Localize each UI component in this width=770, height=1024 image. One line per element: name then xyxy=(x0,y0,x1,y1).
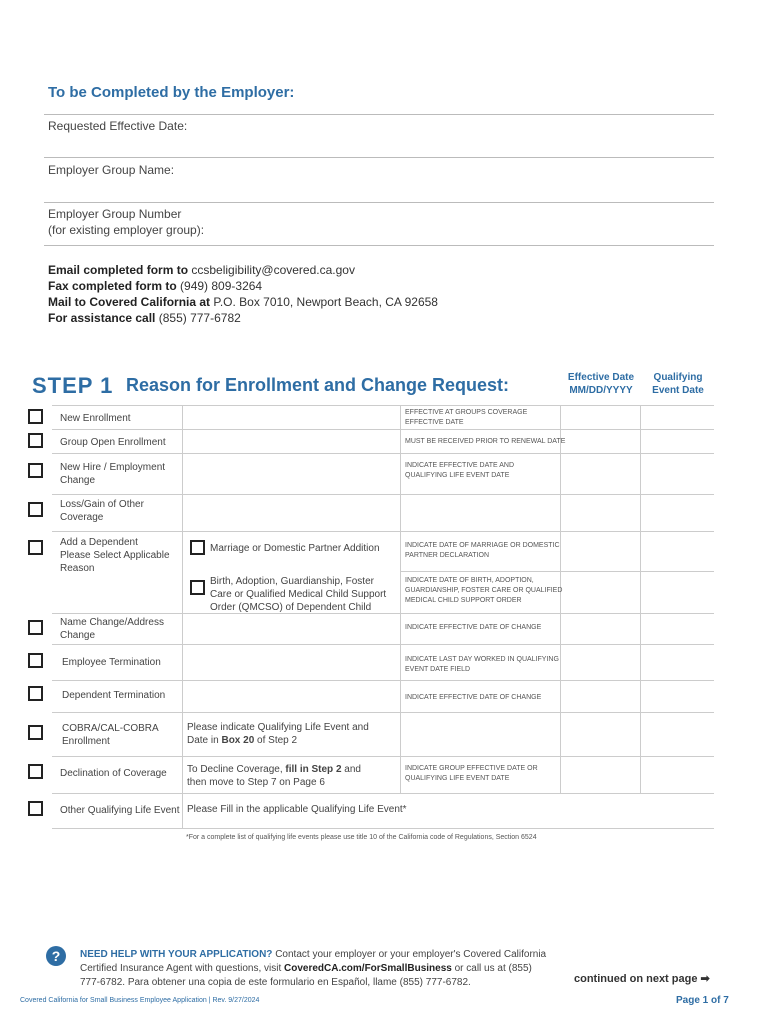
label-line: Add a Dependent xyxy=(60,537,138,548)
label-line: Birth, Adoption, Guardianship, Foster xyxy=(210,576,374,587)
assist-value: (855) 777-6782 xyxy=(158,311,241,325)
note-line: QUALIFYING LIFE EVENT DATE xyxy=(405,775,510,782)
footnote: *For a complete list of qualifying life events please use title 10 of the California code of Regulations, Section 6524 xyxy=(186,834,537,841)
loss-gain-coverage-checkbox[interactable] xyxy=(28,502,43,517)
grid-line xyxy=(52,680,714,681)
employer-section-title: To be Completed by the Employer: xyxy=(48,84,295,101)
label-line: Order (QMCSO) of Dependent Child xyxy=(210,602,372,613)
declination-label: Declination of Coverage xyxy=(60,768,167,779)
label-line: Enrollment xyxy=(62,736,110,747)
label-line: Please Select Applicable xyxy=(60,550,170,561)
grid-line xyxy=(52,405,714,406)
help-text xyxy=(80,948,550,990)
declination-instructions xyxy=(187,763,361,789)
note-line: EFFECTIVE DATE xyxy=(405,419,464,426)
new-hire-checkbox[interactable] xyxy=(28,463,43,478)
group-name-label: Employer Group Name: xyxy=(48,163,175,177)
birth-adoption-note xyxy=(405,576,562,606)
instr-text: Date in xyxy=(187,735,222,746)
assist-label: For assistance call xyxy=(48,311,156,325)
new-enrollment-note xyxy=(405,408,527,428)
dependent-termination-label: Dependent Termination xyxy=(62,690,166,701)
note-line: PARTNER DECLARATION xyxy=(405,552,490,559)
group-open-enrollment-label: Group Open Enrollment xyxy=(60,437,166,448)
label-line: New Hire / Employment xyxy=(60,462,166,473)
help-icon: ? xyxy=(46,946,66,966)
help-body: Contact your employer or your employer's Covered California Certified Insurance Agent with questions, visit xyxy=(80,949,547,974)
add-dependent-checkbox[interactable] xyxy=(28,540,43,555)
instr-line: Please indicate Qualifying Life Event and xyxy=(187,722,369,733)
label-line: Loss/Gain of Other xyxy=(60,499,144,510)
fax-label: Fax completed form to xyxy=(48,279,177,293)
note-line: INDICATE GROUP EFFECTIVE DATE OR xyxy=(405,765,538,772)
instr-bold: fill in Step 2 xyxy=(285,764,342,775)
grid-line xyxy=(400,571,714,572)
new-enrollment-label: New Enrollment xyxy=(60,413,131,424)
step-number: STEP 1 xyxy=(32,373,114,398)
mail-value: P.O. Box 7010, Newport Beach, CA 92658 xyxy=(213,295,438,309)
note-line: INDICATE DATE OF BIRTH, ADOPTION, xyxy=(405,577,534,584)
dependent-termination-checkbox[interactable] xyxy=(28,686,43,701)
grid-column-line xyxy=(400,405,401,793)
instr-text: To Decline Coverage, xyxy=(187,764,286,775)
col2-line2: Event Date xyxy=(652,385,704,396)
instr-text: and xyxy=(341,764,361,775)
col1-line1: Effective Date xyxy=(567,372,635,383)
note-line: EFFECTIVE AT GROUPS COVERAGE xyxy=(405,409,528,416)
note-line: EVENT DATE FIELD xyxy=(405,666,471,673)
email-label: Email completed form to xyxy=(48,263,189,277)
group-number-label xyxy=(48,206,204,238)
grid-line xyxy=(52,712,714,713)
marriage-checkbox[interactable] xyxy=(190,540,205,555)
effective-date-label: Requested Effective Date: xyxy=(48,119,188,133)
instr-line: then move to Step 7 on Page 6 xyxy=(187,777,325,788)
group-number-field[interactable] xyxy=(44,245,714,246)
note-line: GUARDIANSHIP, FOSTER CARE OR QUALIFIED xyxy=(405,587,563,594)
label-line: Name Change/Address xyxy=(60,617,164,628)
grid-line xyxy=(52,756,714,757)
grid-column-line xyxy=(640,405,641,793)
grid-line xyxy=(52,828,714,829)
birth-adoption-checkbox[interactable] xyxy=(190,580,205,595)
grid-line xyxy=(52,793,714,794)
instr-text: of Step 2 xyxy=(254,735,298,746)
instr-line xyxy=(187,734,369,747)
other-qualifying-event-label: Other Qualifying Life Event xyxy=(60,805,180,816)
note-line: INDICATE LAST DAY WORKED IN QUALIFYING xyxy=(405,656,559,663)
grid-line xyxy=(52,644,714,645)
loss-gain-coverage-label xyxy=(60,498,144,524)
grid-line xyxy=(52,494,714,495)
divider xyxy=(44,114,714,115)
col2-line1: Qualifying xyxy=(653,372,703,383)
note-line: QUALIFYING LIFE EVENT DATE xyxy=(405,472,510,479)
grid-line xyxy=(52,453,714,454)
name-change-note: INDICATE EFFECTIVE DATE OF CHANGE xyxy=(405,624,542,631)
other-qualifying-event-checkbox[interactable] xyxy=(28,801,43,816)
note-line: INDICATE DATE OF MARRIAGE OR DOMESTIC xyxy=(405,542,560,549)
label-line: Change xyxy=(60,630,96,641)
marriage-label: Marriage or Domestic Partner Addition xyxy=(210,543,380,554)
label-line: COBRA/CAL-COBRA xyxy=(62,723,159,734)
grid-column-line xyxy=(182,405,183,828)
footer: Covered California for Small Business Employee Application | Rev. 9/27/2024 xyxy=(20,997,260,1004)
name-change-label xyxy=(60,616,164,642)
qualifying-event-column-header xyxy=(642,371,714,397)
group-open-enrollment-note: MUST BE RECEIVED PRIOR TO RENEWAL DATE xyxy=(405,438,566,445)
cobra-label xyxy=(62,722,159,748)
label-line: Change xyxy=(60,475,96,486)
birth-adoption-label xyxy=(210,575,386,614)
new-hire-label xyxy=(60,461,165,487)
fax-value: (949) 809-3264 xyxy=(180,279,263,293)
declination-checkbox[interactable] xyxy=(28,764,43,779)
name-change-checkbox[interactable] xyxy=(28,620,43,635)
declination-note xyxy=(405,764,538,784)
help-body: or call us at (855) 777-6782. Para obtener una copia de este formulario en Español, llame (855) 777-6782. xyxy=(80,963,532,988)
cobra-instructions xyxy=(187,721,369,747)
group-name-field[interactable] xyxy=(44,202,714,203)
continued-label: continued on next page ➡ xyxy=(574,973,710,985)
employee-termination-label: Employee Termination xyxy=(62,657,161,668)
label-line: Care or Qualified Medical Child Support xyxy=(210,589,387,600)
effective-date-field[interactable] xyxy=(44,157,714,158)
marriage-note xyxy=(405,541,560,561)
group-open-enrollment-checkbox[interactable] xyxy=(28,433,43,448)
page-number: Page 1 of 7 xyxy=(676,995,729,1006)
group-number-label-line1: Employer Group Number xyxy=(48,207,182,221)
contact-info xyxy=(48,262,438,326)
instr-line xyxy=(187,763,361,776)
effective-date-column-header xyxy=(560,371,642,397)
instr-bold: Box 20 xyxy=(221,735,255,746)
employee-termination-checkbox[interactable] xyxy=(28,653,43,668)
cobra-checkbox[interactable] xyxy=(28,725,43,740)
grid-line xyxy=(52,531,714,532)
help-link[interactable]: CoveredCA.com/ForSmallBusiness xyxy=(284,963,452,974)
col1-line2: MM/DD/YYYY xyxy=(569,385,633,396)
step-title: Reason for Enrollment and Change Request: xyxy=(126,375,510,395)
note-line: INDICATE EFFECTIVE DATE AND xyxy=(405,462,515,469)
help-heading: NEED HELP WITH YOUR APPLICATION? xyxy=(80,949,273,960)
dependent-termination-note: INDICATE EFFECTIVE DATE OF CHANGE xyxy=(405,694,542,701)
add-dependent-label xyxy=(60,536,170,575)
group-number-label-line2: (for existing employer group): xyxy=(48,223,205,237)
email-value[interactable]: ccsbeligibility@covered.ca.gov xyxy=(191,263,355,277)
grid-line xyxy=(52,429,714,430)
employee-termination-note xyxy=(405,655,559,675)
new-hire-note xyxy=(405,461,514,481)
new-enrollment-checkbox[interactable] xyxy=(28,409,43,424)
mail-label: Mail to Covered California at xyxy=(48,295,211,309)
label-line: Reason xyxy=(60,563,95,574)
note-line: MEDICAL CHILD SUPPORT ORDER xyxy=(405,597,522,604)
other-qualifying-event-instructions: Please Fill in the applicable Qualifying Life Event* xyxy=(187,804,407,815)
label-line: Coverage xyxy=(60,512,104,523)
